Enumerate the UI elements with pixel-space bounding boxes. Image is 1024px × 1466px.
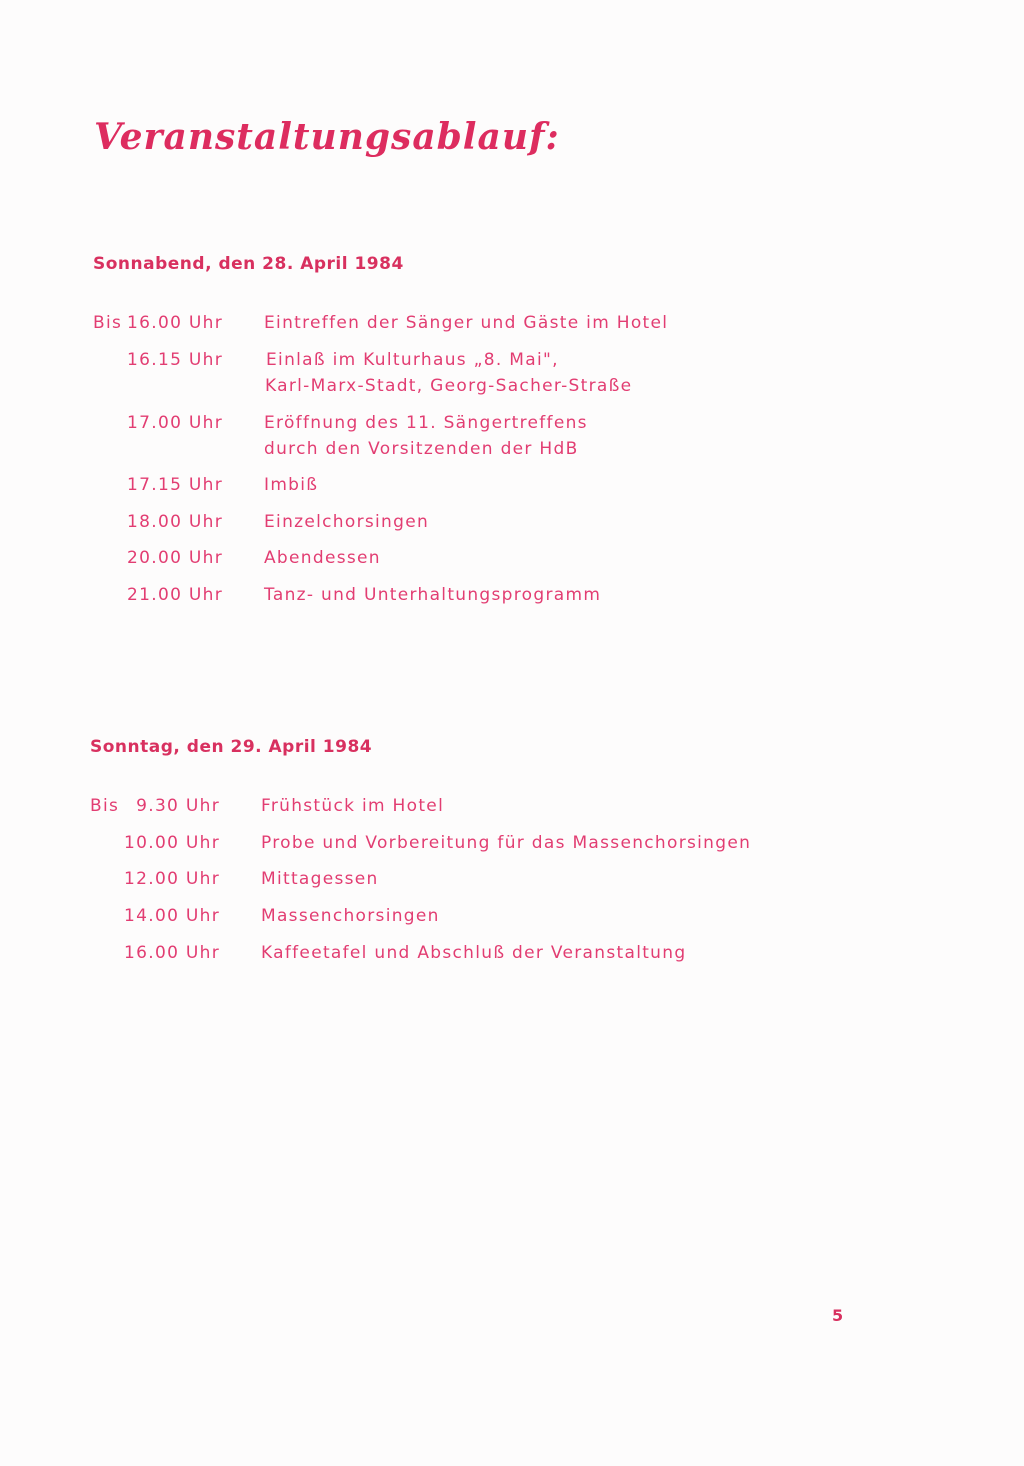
schedule-text: Abendessen [264, 548, 381, 568]
schedule-text: Massenchorsingen [261, 906, 440, 926]
schedule-time: 14.00 Uhr [124, 906, 220, 926]
schedule-row [93, 582, 713, 612]
page-number: 5 [832, 1306, 844, 1325]
schedule-text: Frühstück im Hotel [261, 796, 445, 816]
schedule-row [93, 347, 713, 403]
schedule-time: 18.00 Uhr [127, 512, 223, 532]
schedule-text: Tanz- und Unterhaltungsprogramm [264, 585, 602, 605]
schedule-text: Probe und Vorbereitung für das Massenchorsingen [261, 833, 752, 853]
schedule-prefix: Bis [90, 796, 120, 816]
schedule-text: Eröffnung des 11. Sängertreffens [264, 413, 588, 433]
schedule-time: 16.15 Uhr [127, 350, 223, 370]
schedule-text: Kaffeetafel und Abschluß der Veranstaltung [261, 943, 687, 963]
schedule-time: 20.00 Uhr [127, 548, 223, 568]
schedule-row [90, 830, 770, 860]
schedule-time: 17.15 Uhr [127, 475, 223, 495]
schedule-row [93, 472, 713, 502]
schedule-text: Mittagessen [261, 869, 379, 889]
schedule-prefix: Bis [93, 313, 123, 333]
schedule-text-line2: durch den Vorsitzenden der HdB [264, 439, 579, 459]
schedule-row [90, 866, 770, 896]
schedule-text: Eintreffen der Sänger und Gäste im Hotel [264, 313, 669, 333]
schedule-row [90, 940, 770, 970]
schedule-text-line2: Karl-Marx-Stadt, Georg-Sacher-Straße [265, 376, 633, 396]
day1-heading: Sonnabend, den 28. April 1984 [93, 254, 404, 274]
schedule-row [90, 903, 770, 933]
day2-heading: Sonntag, den 29. April 1984 [90, 737, 373, 757]
schedule-time: 16.00 Uhr [124, 943, 220, 963]
schedule-row [93, 310, 713, 340]
schedule-time: 21.00 Uhr [127, 585, 223, 605]
schedule-row [93, 545, 713, 575]
page-title: Veranstaltungsablauf: [94, 116, 560, 158]
schedule-time: 16.00 Uhr [127, 313, 223, 333]
schedule-row [93, 410, 713, 466]
schedule-time: 12.00 Uhr [124, 869, 220, 889]
schedule-time: 17.00 Uhr [127, 413, 223, 433]
schedule-text: Einzelchorsingen [264, 512, 430, 532]
schedule-time: 10.00 Uhr [124, 833, 220, 853]
schedule-time: 9.30 Uhr [136, 796, 220, 816]
schedule-text: Imbiß [264, 475, 319, 495]
schedule-row [90, 793, 770, 823]
schedule-row [93, 509, 713, 539]
schedule-text: Einlaß im Kulturhaus „8. Mai", [266, 350, 559, 370]
